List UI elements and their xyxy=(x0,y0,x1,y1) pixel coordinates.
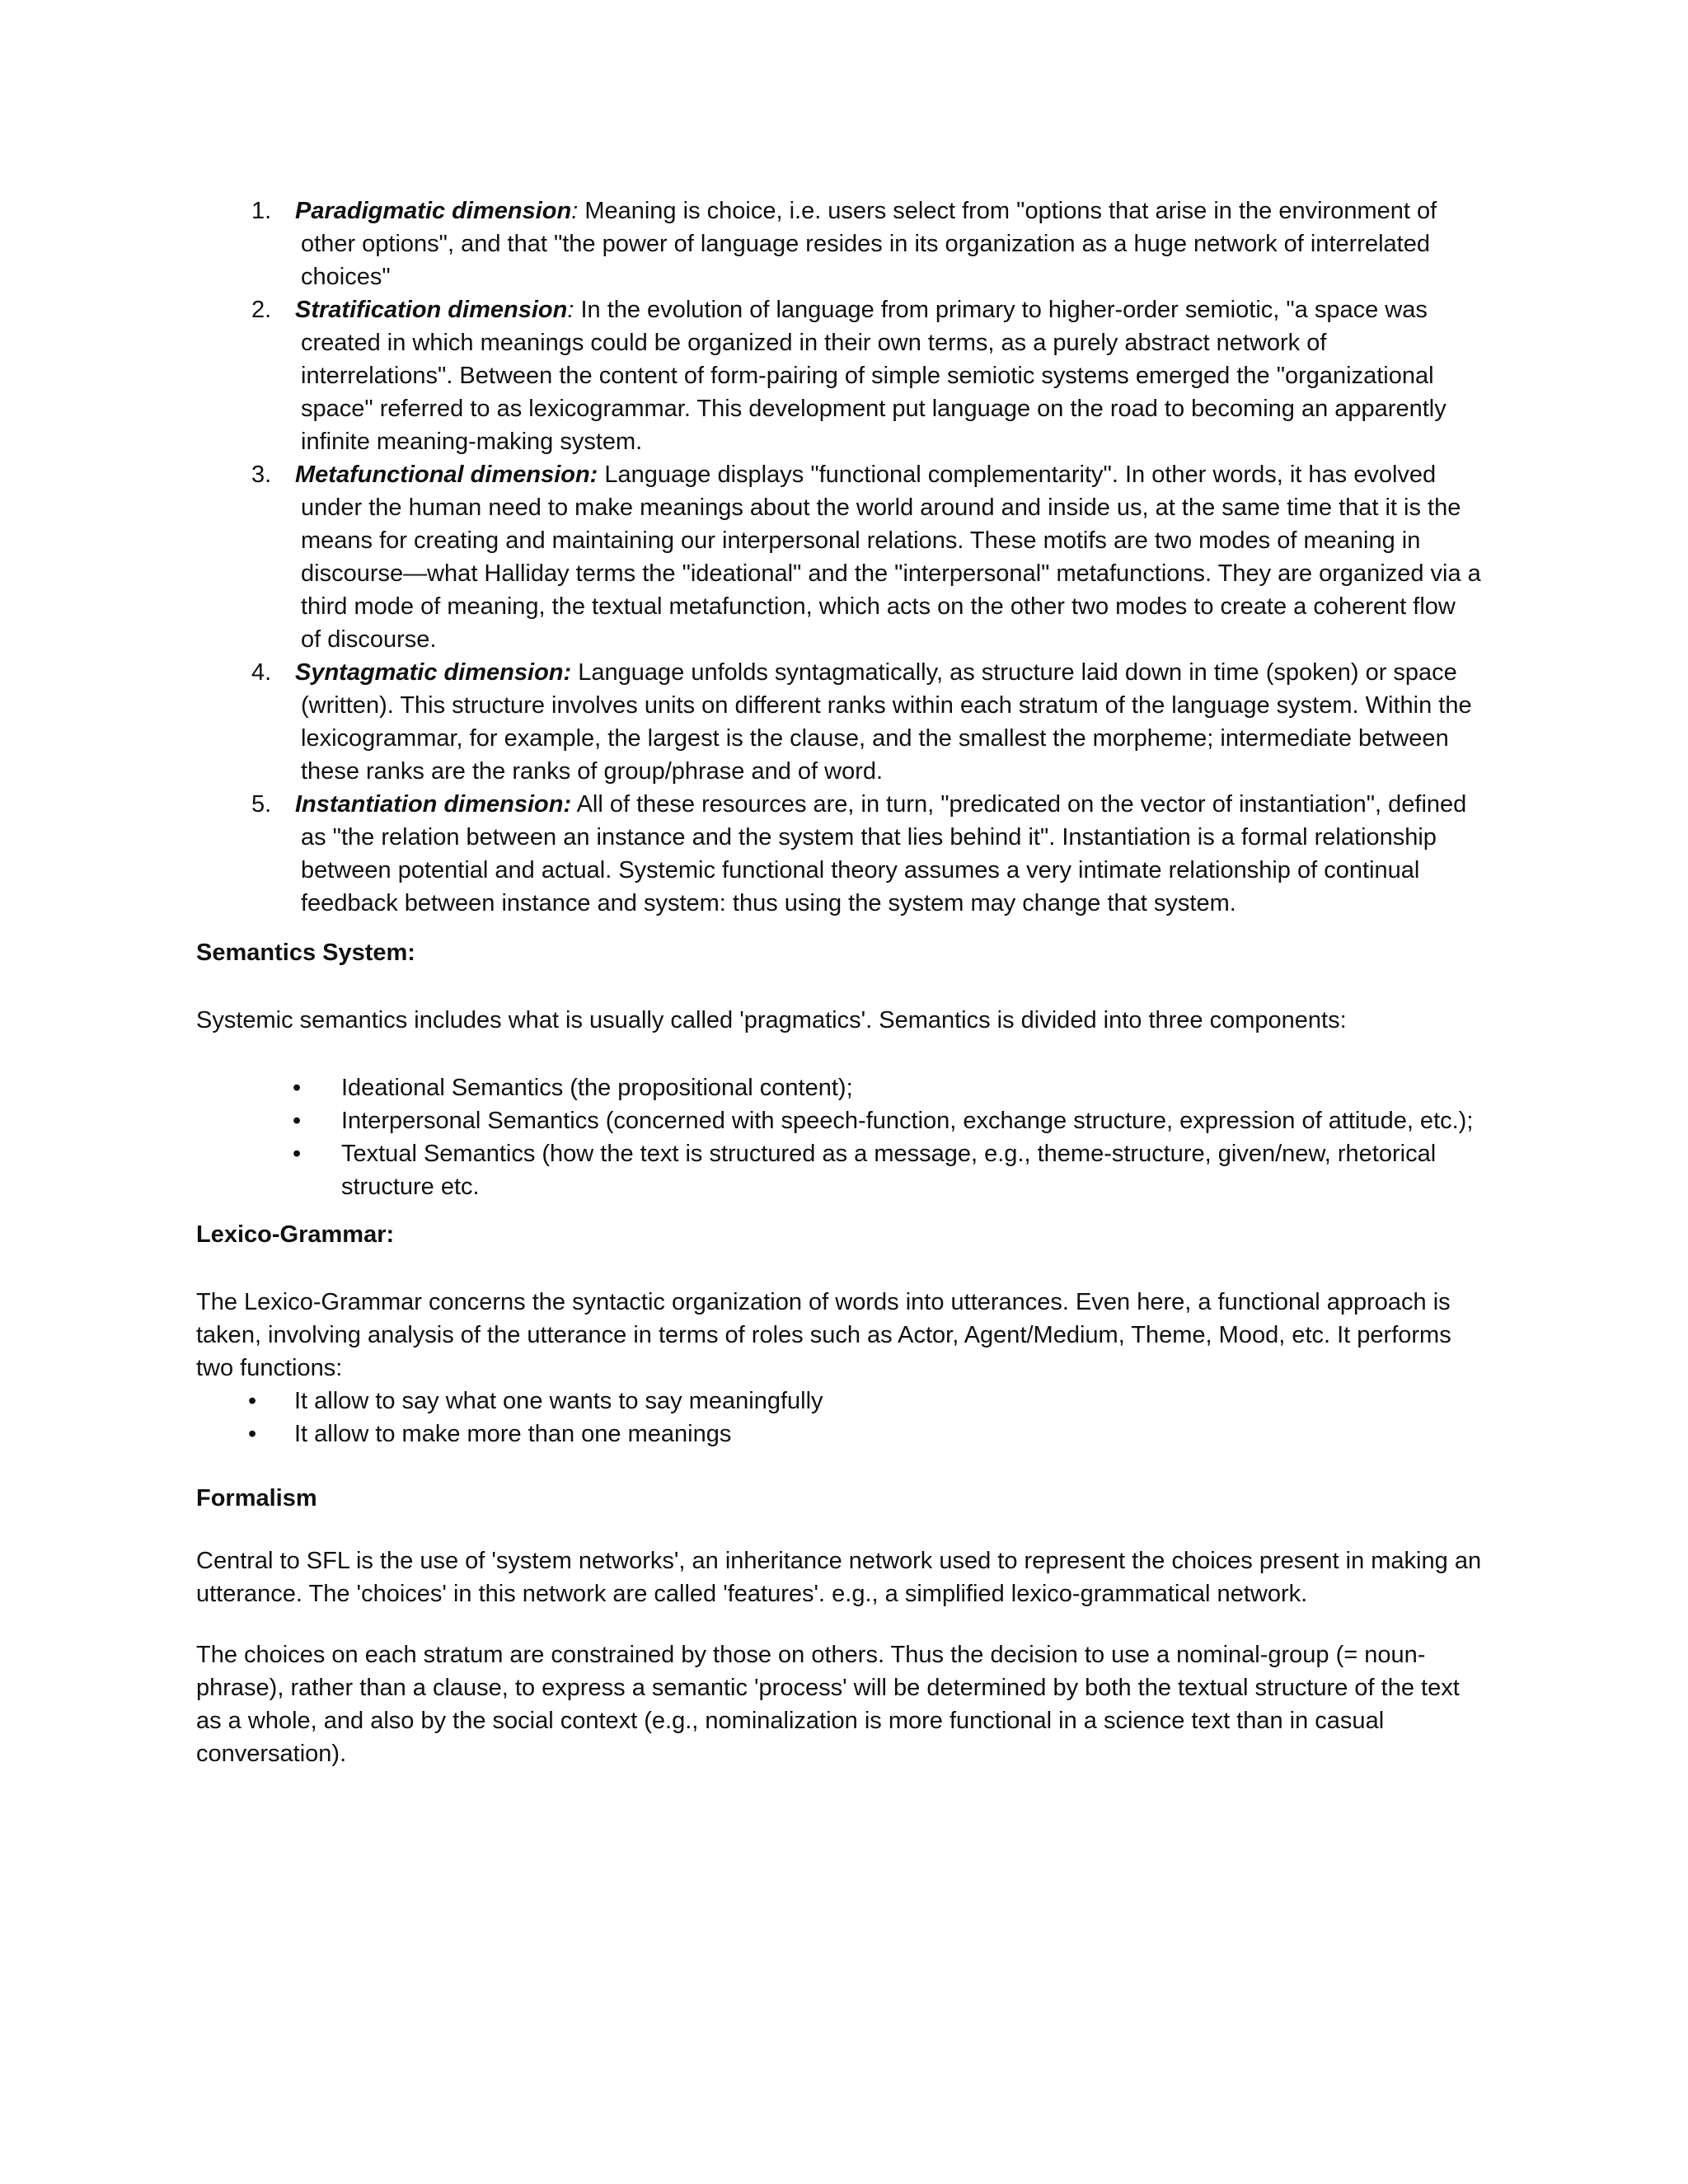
dimension-term-separator: : xyxy=(571,198,579,224)
list-item-text: It allow to say what one wants to say meaningfully xyxy=(294,1388,823,1414)
dimension-term: Stratification dimension xyxy=(295,297,568,323)
dimension-text: All of these resources are, in turn, "predicated on the vector of instantiation", defined as "the relation between an instance and the system that lies behind it". Instantiation is a formal relationship between potential and actual. Systemic functional theory assumes a very intimate relationship of continual feedback between instance and system: thus using the system may change that system. xyxy=(301,791,1467,916)
dimension-text: In the evolution of language from primary to higher-order semiotic, "a space was created in which meanings could be organized in their own terms, as a purely abstract network of interrelations". Between the content of form-pairing of simple semiotic systems emerged the "organizational space" referred to as lexicogrammar. This development put language on the road to becoming an apparently infinite meaning-making system. xyxy=(301,297,1447,455)
list-number: 5. xyxy=(251,791,272,818)
dimension-text: Language unfolds syntagmatically, as structure laid down in time (spoken) or space (written). This structure involves units on different ranks within each stratum of the language system. Within the lexicogrammar, for example, the largest is the clause, and the smallest the morpheme; intermediate between these ranks are the ranks of group/phrase and of word. xyxy=(301,659,1472,785)
list-item-text: Interpersonal Semantics (concerned with speech-function, exchange structure, expression of attitude, etc.); xyxy=(341,1108,1474,1134)
list-item xyxy=(196,1418,1482,1451)
list-item-stratification xyxy=(196,293,1482,458)
list-item-text: Ideational Semantics (the propositional content); xyxy=(341,1075,853,1101)
formalism-heading: Formalism xyxy=(196,1485,317,1511)
dimension-term-separator: : xyxy=(567,297,574,323)
dimension-term: Syntagmatic dimension: xyxy=(295,659,572,686)
list-number: 3. xyxy=(251,462,272,488)
formalism-paragraph-2: The choices on each stratum are constrained by those on others. Thus the decision to use a nominal-group (= noun-phrase), rather than a clause, to express a semantic 'process' will be determined by both the textual structure of the text as a whole, and also by the social context (e.g., nominalization is more functional in a science text than in casual conversation). xyxy=(196,1642,1460,1767)
bullet-icon: • xyxy=(293,1108,302,1134)
bullet-icon: • xyxy=(293,1141,302,1167)
dimension-term: Instantiation dimension: xyxy=(295,791,572,818)
lexico-grammar-list xyxy=(196,1385,1482,1451)
list-number: 2. xyxy=(251,297,272,323)
list-item xyxy=(196,1104,1482,1137)
list-item-paradigmatic xyxy=(196,194,1482,293)
list-number: 1. xyxy=(251,198,272,224)
semantics-intro: Systemic semantics includes what is usually called 'pragmatics'. Semantics is divided into three components: xyxy=(196,1007,1347,1033)
list-item-metafunctional xyxy=(196,458,1482,656)
lexico-grammar-heading: Lexico-Grammar: xyxy=(196,1221,395,1248)
bullet-icon: • xyxy=(248,1421,257,1447)
list-item-instantiation xyxy=(196,788,1482,920)
list-item xyxy=(196,1385,1482,1418)
list-number: 4. xyxy=(251,659,272,686)
list-item xyxy=(196,1071,1482,1104)
dimensions-list xyxy=(196,194,1482,920)
lexico-grammar-intro: The Lexico-Grammar concerns the syntactic organization of words into utterances. Even here, a functional approach is taken, involving analysis of the utterance in terms of roles such as Actor, Agent/Medium, Theme, Mood, etc. It performs two functions: xyxy=(196,1289,1451,1381)
formalism-paragraph-1: Central to SFL is the use of 'system networks', an inheritance network used to represent the choices present in making an utterance. The 'choices' in this network are called 'features'. e.g., a simplified lexico-grammatical network. xyxy=(196,1548,1482,1607)
list-item-syntagmatic xyxy=(196,656,1482,788)
list-item-text: It allow to make more than one meanings xyxy=(294,1421,732,1447)
dimension-term: Paradigmatic dimension xyxy=(295,198,572,224)
semantics-heading: Semantics System: xyxy=(196,940,415,966)
list-item xyxy=(196,1137,1482,1203)
semantics-list xyxy=(196,1071,1482,1203)
dimension-text: Language displays "functional complementarity". In other words, it has evolved under the human need to make meanings about the world around and inside us, at the same time that it is the means for creating and maintaining our interpersonal relations. These motifs are two modes of meaning in discourse—what Halliday terms the "ideational" and the "interpersonal" metafunctions. They are organized via a third mode of meaning, the textual metafunction, which acts on the other two modes to create a coherent flow of discourse. xyxy=(301,462,1481,653)
list-item-text: Textual Semantics (how the text is structured as a message, e.g., theme-structure, given/new, rhetorical structure etc. xyxy=(341,1141,1437,1200)
bullet-icon: • xyxy=(293,1075,302,1101)
document-page xyxy=(196,194,1482,1770)
bullet-icon: • xyxy=(248,1388,257,1414)
dimension-text: Meaning is choice, i.e. users select from "options that arise in the environment of other options", and that "the power of language resides in its organization as a huge network of interrelated choices" xyxy=(301,198,1437,290)
dimension-term: Metafunctional dimension: xyxy=(295,462,598,488)
